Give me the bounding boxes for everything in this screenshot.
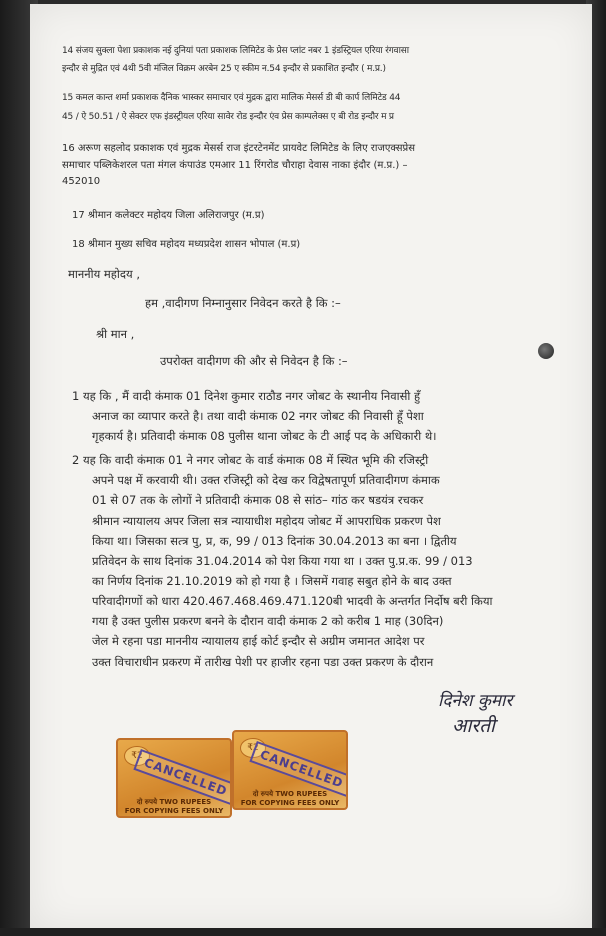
court-fee-stamp	[116, 738, 232, 818]
intro2-line: उपरोक्त वादीगण की और से निवेदन है कि :–	[160, 354, 348, 368]
para2-line10: जेल मे रहना पडा माननीय न्यायालय हाई कोर्ट इन्दौर से अग्रीम जमानत आदेश पर	[92, 634, 425, 648]
para2-line4: श्रीमान न्यायालय अपर जिला सत्र न्यायाधीश महोदय जोबट में आपराधिक प्रकरण पेश	[92, 514, 441, 528]
court-fee-stamp	[232, 730, 348, 810]
signature-aarti: आरती	[452, 715, 495, 737]
para2-line2: अपने पक्ष में करवायी थी। उक्त रजिस्ट्री को देख कर विद्वेषतापूर्ण प्रतिवादीगण कंमाक	[92, 473, 440, 487]
intro-line: हम ,वादीगण निम्नानुसार निवेदन करते है कि :–	[145, 296, 341, 310]
shri-line: श्री मान ,	[96, 327, 135, 341]
punch-hole	[538, 343, 554, 359]
para2-line8: परिवादीगणों को धारा 420.467.468.469.471.120बी भादवी के अन्तर्गत निर्दोष बरी किया	[92, 594, 493, 608]
stamp-caption	[234, 790, 346, 808]
para2-line6: प्रतिवेदन के साथ दिनांक 31.04.2014 को पेश किया गया था । उक्त पु.प्र.क. 99 / 013	[92, 554, 473, 568]
stamp-value-badge: ₹2	[124, 746, 150, 766]
cancelled-mark: CANCELLED	[249, 741, 348, 797]
stamp-caption-line1: दो रुपये TWO RUPEES	[136, 798, 212, 806]
para2-line5: किया था। जिसका सत्त्र पु, प्र, क, 99 / 013 दिनांक 30.04.2013 का बना । द्वितीय	[92, 534, 457, 548]
item-15-line1: 15 कमल कान्त शर्मा प्रकाशक दैनिक भास्कर समाचार एवं मुद्रक द्वारा मालिक मेसर्स डी बी कार्प लिमिटेड 44	[62, 93, 401, 103]
item-18: 18 श्रीमान मुख्य सचिव महोदय मध्यप्रदेश शासन भोपाल (म.प्र)	[72, 239, 301, 250]
para2-line11: उक्त विचाराधीन प्रकरण में तारीख पेशी पर हाजीर रहना पडा उक्त प्रकरण के दौरान	[92, 655, 434, 669]
stamp-caption	[118, 798, 230, 816]
item-16-line1: 16 अरूण सहलोद प्रकाशक एवं मुद्रक मेसर्स राज इंटरटेनमेंट प्रायवेट लिमिटेड के लिए राजएक्सप्रेस	[62, 143, 416, 154]
para2-line7: का निर्णय दिनांक 21.10.2019 को हो गया है । जिसमें गवाह सबुत होने के बाद उक्त	[92, 574, 452, 588]
item-14-line2: इन्दौर से मुद्रित एवं 4थी 5वी मंजिल विक्रम अरबेन 25 ए स्कीम न.54 इन्दौर से प्रकाशित इन्दौर ( म.प्र.)	[62, 64, 386, 74]
item-16-line3: 452010	[62, 176, 101, 187]
stamp-caption-line2: FOR COPYING FEES ONLY	[240, 799, 340, 807]
item-14-line1: 14 संजय सुक्ला पेशा प्रकाशक नई दुनियां पता प्रकाशक लिमिटेड के प्रेस प्लांट नबर 1 इंडस्ट्रियल एरिया रंगवासा	[62, 46, 409, 56]
signature-dinesh: दिनेश कुमार	[438, 691, 513, 711]
item-17: 17 श्रीमान कलेक्टर महोदय जिला अलिराजपुर (म.प्र)	[72, 210, 265, 221]
para2-line3: 01 से 07 तक के लोगों ने प्रतिवादी कंमाक 08 से सांठ– गांठ कर षडयंत्र रचकर	[92, 493, 424, 507]
cancelled-mark: CANCELLED	[133, 749, 232, 805]
para1-line3: गृहकार्य है। प्रतिवादी कंमाक 08 पुलीस थाना जोबट के टी आई पद के अधिकारी थे।	[92, 429, 437, 443]
item-15-line2: 45 / ऐ 50.51 / ऐ सेक्टर एफ इंडस्ट्रीयल एरिया सावेर रोड इन्दौर एंव प्रेस काम्पलेक्स ए बी रोड इन्दौर म प्र	[62, 112, 394, 122]
stamp-caption-line1: दो रुपये TWO RUPEES	[252, 790, 328, 798]
para2-line1: 2 यह कि वादी कंमाक 01 ने नगर जोबट के वार्ड कंमाक 08 में स्थित भूमि की रजिस्ट्री	[72, 453, 429, 467]
stamp-value-badge: ₹2	[240, 738, 266, 758]
para2-line9: गया है उक्त पुलीस प्रकरण बनने के दौरान वादी कंमाक 2 को करीब 1 माह (30दिन)	[92, 614, 444, 628]
scan-bottom-edge	[0, 928, 606, 936]
item-16-line2: समाचार पब्लिकेशरल पता मंगल कंपाउंड एमआर 11 रिंगरोड चौराहा देवास नाका इंदौर (म.प्र.) –	[62, 160, 408, 171]
stamp-caption-line2: FOR COPYING FEES ONLY	[124, 807, 224, 815]
para1-line2: अनाज का व्यापार करते है। तथा वादी कंमाक 02 नगर जोबट की निवासी हूँ पेशा	[92, 409, 424, 423]
para1-line1: 1 यह कि , मैं वादी कंमाक 01 दिनेश कुमार राठौड नगर जोबट के स्थानीय निवासी हुँ	[72, 389, 421, 403]
salutation: माननीय महोदय ,	[68, 267, 140, 281]
